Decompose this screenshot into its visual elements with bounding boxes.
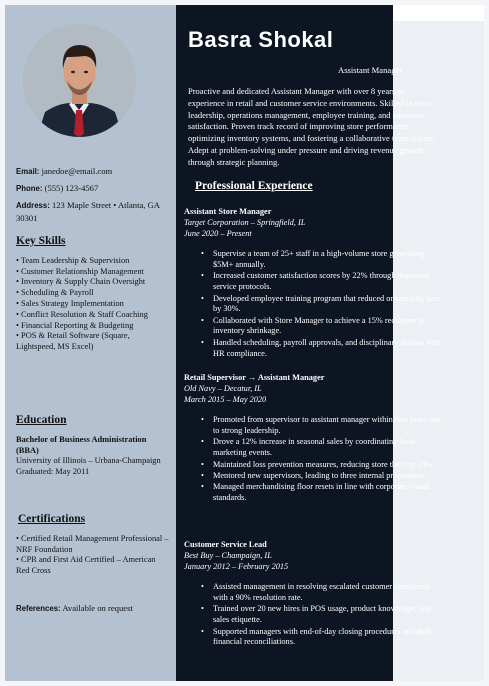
email-label: Email: [16, 167, 40, 176]
skills-section [16, 236, 171, 353]
skill-item: • Sales Strategy Implementation [16, 299, 171, 310]
left-sidebar [5, 5, 176, 681]
skill-item: • Team Leadership & Supervision [16, 256, 171, 267]
education-heading: Education [16, 414, 67, 426]
job-bullet: • Drove a 12% increase in seasonal sales by coordinating local marketing events. [213, 437, 446, 459]
skills-list [16, 256, 171, 353]
skill-item: • Financial Reporting & Budgeting [16, 321, 171, 332]
job-entry [184, 540, 446, 649]
job-bullet: • Maintained loss prevention measures, reducing store theft by 18%. [213, 460, 446, 471]
resume-page [5, 5, 484, 681]
candidate-name: Basra Shokal [188, 27, 334, 52]
profile-photo [23, 24, 136, 137]
education-school: University of Illinois – Urbana-Champaign [16, 456, 161, 466]
certification-item: • CPR and First Aid Certified – American Red Cross [16, 555, 171, 577]
education-section [16, 415, 171, 478]
certifications-heading: Certifications [18, 513, 86, 525]
contact-phone [16, 182, 171, 195]
job-bullet: • Trained over 20 new hires in POS usage, product knowledge, and sales etiquette. [213, 604, 446, 626]
contact-email [16, 165, 171, 178]
job-entry [184, 373, 446, 504]
contact-info [16, 165, 171, 228]
job-company: Old Navy – Decatur, IL [184, 383, 262, 393]
job-dates: January 2012 – February 2015 [184, 561, 289, 571]
profile-photo-illustration [23, 24, 136, 137]
skills-heading: Key Skills [16, 235, 66, 247]
skill-item: • Inventory & Supply Chain Oversight [16, 277, 171, 288]
contact-address [16, 199, 171, 224]
job-bullet: • Assisted management in resolving escalated customer complaints with a 90% resolution rate. [213, 582, 446, 604]
job-company: Target Corporation – Springfield, IL [184, 217, 306, 227]
job-dates: March 2015 – May 2020 [184, 394, 267, 404]
job-bullet: • Developed employee training program that reduced onboarding time by 30%. [213, 294, 446, 316]
address-value: 123 Maple Street • Atlanta, GA 30301 [16, 200, 160, 223]
certification-item: • Certified Retail Management Professional – NRF Foundation [16, 534, 171, 556]
job-bullet: • Managed merchandising floor resets in line with corporate visual standards. [213, 482, 446, 504]
job-bullets [184, 249, 446, 359]
phone-value: (555) 123-4567 [44, 183, 99, 193]
summary-paragraph: Proactive and dedicated Assistant Manager with over 8 years of experience in retail and customer service environments. Skilled in team leadership, operations management, employee training, and customer satisfaction. Proven track record of improving store performance, optimizing inventory systems, and fostering a collaborative team culture. Adept at problem-solving under pressure and driving revenue growth through strategic planning. [188, 86, 437, 167]
job-entry [184, 207, 446, 360]
references-text: Available on request [62, 603, 133, 613]
job-bullet: • Increased customer satisfaction scores by 22% through improved service protocols. [213, 271, 446, 293]
skill-item: • Scheduling & Payroll [16, 288, 171, 299]
certifications-section [16, 514, 171, 577]
job-bullets [184, 415, 446, 503]
certifications-list [16, 534, 171, 577]
job-bullet: • Promoted from supervisor to assistant manager within two years due to strong leadership. [213, 415, 446, 437]
email-value[interactable]: janedoe@email.com [41, 166, 113, 176]
education-graduated: Graduated: May 2011 [16, 467, 90, 477]
experience-heading: Professional Experience [195, 180, 313, 192]
address-label: Address: [16, 201, 50, 210]
candidate-job-title: Assistant Manager [338, 65, 403, 75]
job-bullet: • Collaborated with Store Manager to achieve a 15% reduction in inventory shrinkage. [213, 316, 446, 338]
skill-item: • Conflict Resolution & Staff Coaching [16, 310, 171, 321]
job-bullet: • Mentored new supervisors, leading to three internal promotions. [213, 471, 446, 482]
job-company: Best Buy – Champaign, IL [184, 550, 272, 560]
education-degree: Bachelor of Business Administration (BBA) [16, 434, 147, 455]
references-label: References: [16, 604, 61, 613]
skill-item: • POS & Retail Software (Square, Lightspeed, MS Excel) [16, 331, 171, 353]
job-title: Assistant Store Manager [184, 207, 272, 216]
job-title: Customer Service Lead [184, 540, 267, 549]
job-bullet: • Supervise a team of 25+ staff in a high-volume store generating $5M+ annually. [213, 249, 446, 271]
job-bullet: • Handled scheduling, payroll approvals, and disciplinary actions with HR compliance. [213, 338, 446, 360]
job-bullets [184, 582, 446, 648]
skill-item: • Customer Relationship Management [16, 267, 171, 278]
phone-label: Phone: [16, 184, 43, 193]
job-bullet: • Supported managers with end-of-day closing procedures and daily financial reconciliations. [213, 627, 446, 649]
job-title: Retail Supervisor → Assistant Manager [184, 373, 325, 382]
job-dates: June 2020 – Present [184, 228, 252, 238]
references [16, 603, 174, 613]
